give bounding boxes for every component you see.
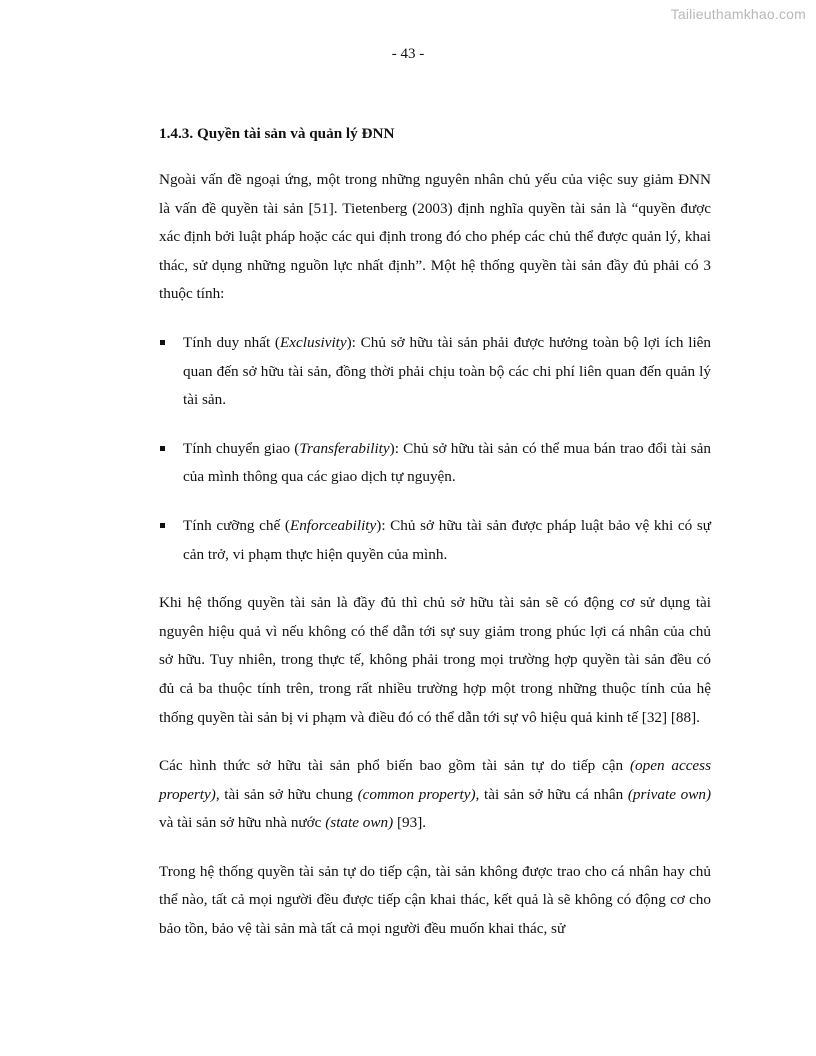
list-item <box>159 435 711 492</box>
text-run: và tài sản sở hữu nhà nước <box>159 814 326 832</box>
list-item <box>159 512 711 569</box>
text-run: , tài sản sở hữu chung <box>215 785 358 803</box>
text-run: Các hình thức sở hữu tài sản phổ biến bao gồm tài sản tự do tiếp cận <box>159 757 630 775</box>
list-item-text: ): Chủ sở hữu tài sản có thể mua bán trao đổi tài sản của mình thông qua các giao dịch tự nguyện. <box>183 439 711 486</box>
intro-paragraph: Ngoài vấn đề ngoại ứng, một trong những nguyên nhân chủ yếu của việc suy giảm ĐNN là vấn đề quyền tài sản [51]. Tietenberg (2003) định nghĩa quyền tài sản là “quyền được xác định bởi luật pháp hoặc các qui định trong đó cho phép các chủ thể được quản lý, khai thác, sử dụng những nguồn lực nhất định”. Một hệ thống quyền tài sản đầy đủ phải có 3 thuộc tính: <box>159 171 711 303</box>
text-run: [93]. <box>393 814 427 832</box>
list-item-term: Enforceability <box>289 516 377 534</box>
section-heading: 1.4.3. Quyền tài sản và quản lý ĐNN <box>159 125 395 142</box>
list-item-term: Transferability <box>299 439 390 457</box>
property-attributes-list <box>159 329 711 569</box>
list-item-lead: Tính cưỡng chế ( <box>183 516 290 534</box>
watermark: Tailieuthamkhao.com <box>670 6 806 22</box>
italic-term: (private own) <box>627 785 712 803</box>
list-item-text: ): Chủ sở hữu tài sản phải được hưởng toàn bộ lợi ích liên quan đến sở hữu tài sản, đồng thời phải chịu toàn bộ các chi phí liên quan đến quản lý tài sản. <box>183 333 711 409</box>
list-item <box>159 329 711 415</box>
list-item-lead: Tính chuyển giao ( <box>183 439 300 457</box>
document-body <box>159 122 711 964</box>
ownership-forms-paragraph <box>159 752 711 838</box>
square-bullet-icon <box>160 446 165 451</box>
open-access-paragraph: Trong hệ thống quyền tài sản tự do tiếp cận, tài sản không được trao cho cá nhân hay chủ thể nào, tất cả mọi người đều được tiếp cận khai thác, kết quả là sẽ không có động cơ cho bảo tồn, bảo vệ tài sản mà tất cả mọi người đều muốn khai thác, sử <box>159 862 711 938</box>
list-item-term: Exclusivity <box>280 333 347 351</box>
italic-term: (state own) <box>325 814 394 832</box>
page-number: - 43 - <box>391 46 425 62</box>
list-item-text: ): Chủ sở hữu tài sản được pháp luật bảo vệ khi có sự cản trở, vi phạm thực hiện quyền của mình. <box>183 516 712 563</box>
list-item-lead: Tính duy nhất ( <box>183 333 280 351</box>
italic-term: (common property), <box>357 785 480 803</box>
square-bullet-icon <box>160 523 165 528</box>
italic-term: (open access property) <box>159 757 711 803</box>
property-rights-paragraph: Khi hệ thống quyền tài sản là đầy đủ thì chủ sở hữu tài sản sẽ có động cơ sử dụng tài nguyên hiệu quả vì nếu không có thể dẫn tới sự suy giảm trong phúc lợi cá nhân của chủ sở hữu. Tuy nhiên, trong thực tế, không phải trong mọi trường hợp quyền tài sản đều có đủ cả ba thuộc tính trên, trong rất nhiều trường hợp một trong những thuộc tính của hệ thống quyền tài sản bị vi phạm và điều đó có thể dẫn tới sự vô hiệu quả kinh tế [32] [88]. <box>159 594 711 726</box>
text-run: tài sản sở hữu cá nhân <box>479 785 628 803</box>
square-bullet-icon <box>160 340 165 345</box>
